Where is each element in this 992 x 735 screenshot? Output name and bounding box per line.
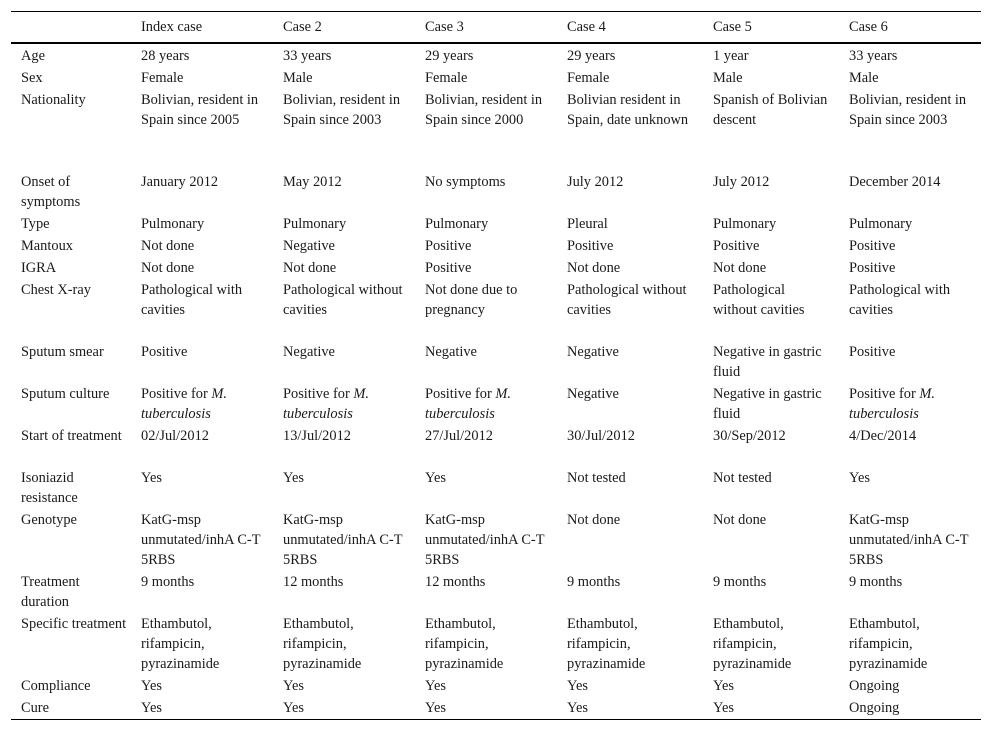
table-row [11, 571, 981, 613]
table-cell: Pulmonary [849, 215, 913, 232]
row-label: Chest X-ray [21, 281, 91, 298]
table-cell: Ethambutol, rifampicin, pyrazinamide [849, 615, 928, 672]
table-cell: 9 months [713, 573, 767, 590]
table-cell: Pathological without cavities [713, 281, 805, 318]
header-cell-case-2: Case 2 [283, 18, 322, 35]
table-cell: Pulmonary [283, 215, 347, 232]
table-cell: Ongoing [849, 677, 900, 694]
row-label: Type [21, 215, 50, 232]
table-cell: Female [141, 69, 184, 86]
header-cell-case-3: Case 3 [425, 18, 464, 35]
table-cell: Positive for M. tuberculosis [141, 385, 227, 422]
table-cell: Positive for M. tuberculosis [283, 385, 369, 422]
table-cell: Yes [425, 677, 446, 694]
row-label: Genotype [21, 511, 77, 528]
header-row [11, 12, 981, 43]
table-row [11, 341, 981, 383]
table-cell: Not done [141, 237, 195, 254]
table-cell: Ethambutol, rifampicin, pyrazinamide [713, 615, 792, 672]
row-label: Onset of symptoms [21, 173, 81, 210]
table-cell: Positive [425, 259, 472, 276]
header-cell-case-4: Case 4 [567, 18, 606, 35]
table-cell: Positive for M. tuberculosis [425, 385, 511, 422]
table-row [11, 509, 981, 571]
table-cell: January 2012 [141, 173, 219, 190]
table-cell: Negative [425, 343, 477, 360]
header-cell-case-6: Case 6 [849, 18, 888, 35]
table-row [11, 425, 981, 467]
header-cell-empty [11, 12, 131, 43]
table-row [11, 89, 981, 171]
table-row [11, 467, 981, 509]
table-cell: Ongoing [849, 699, 900, 716]
table-cell: 4/Dec/2014 [849, 427, 917, 444]
table-cell: Pathological with cavities [849, 281, 951, 318]
table-cell: Male [713, 69, 743, 86]
table-row [11, 213, 981, 235]
table-cell: Not done [567, 259, 621, 276]
table-cell: Positive [849, 343, 896, 360]
table-cell: Ethambutol, rifampicin, pyrazinamide [425, 615, 504, 672]
row-label: Start of treatment [21, 427, 122, 444]
table-cell: Positive [567, 237, 614, 254]
table-cell: Pleural [567, 215, 608, 232]
row-label: Nationality [21, 91, 86, 108]
table-cell: December 2014 [849, 173, 941, 190]
row-label: Specific treatment [21, 615, 127, 632]
table-cell: Spanish of Bolivian descent [713, 91, 828, 128]
table-cell: Negative [567, 385, 619, 402]
table-cell: KatG-msp unmutated/inhA C-T 5RBS [425, 511, 545, 568]
table-cell: Yes [283, 469, 304, 486]
table-cell: KatG-msp unmutated/inhA C-T 5RBS [283, 511, 403, 568]
table-row [11, 67, 981, 89]
table-row [11, 257, 981, 279]
table-cell: Female [567, 69, 610, 86]
table-cell: 1 year [713, 47, 749, 64]
table-cell: KatG-msp unmutated/inhA C-T 5RBS [849, 511, 969, 568]
table-row [11, 383, 981, 425]
table-cell: No symptoms [425, 173, 506, 190]
row-label: Cure [21, 699, 49, 716]
table-cell: Bolivian, resident in Spain since 2003 [283, 91, 401, 128]
table-cell: Bolivian resident in Spain, date unknown [567, 91, 689, 128]
table-cell: 29 years [425, 47, 474, 64]
table-cell: Not done [567, 511, 621, 528]
table-cell: Pulmonary [141, 215, 205, 232]
row-label: Sputum smear [21, 343, 104, 360]
table-cell: Yes [567, 699, 588, 716]
table-cell: July 2012 [713, 173, 770, 190]
table-cell: Bolivian, resident in Spain since 2003 [849, 91, 967, 128]
table-cell: Pulmonary [713, 215, 777, 232]
table-cell: 30/Sep/2012 [713, 427, 786, 444]
row-label: Compliance [21, 677, 91, 694]
table-cell: Female [425, 69, 468, 86]
table-cell: 13/Jul/2012 [283, 427, 351, 444]
table-cell: Negative in gastric fluid [713, 343, 822, 380]
table-cell: Not tested [567, 469, 626, 486]
table-cell: 28 years [141, 47, 190, 64]
table-cell: Pathological without cavities [283, 281, 403, 318]
row-label: Age [21, 47, 45, 64]
table-cell: Yes [849, 469, 870, 486]
header-cell-index-case: Index case [141, 18, 203, 35]
table-cell: Negative [283, 343, 335, 360]
table-cell: 30/Jul/2012 [567, 427, 635, 444]
table-cell: Positive for M. tuberculosis [849, 385, 935, 422]
table-cell: Bolivian, resident in Spain since 2005 [141, 91, 259, 128]
table-cell: Ethambutol, rifampicin, pyrazinamide [141, 615, 220, 672]
row-label: Treatment duration [21, 573, 80, 610]
table-cell: July 2012 [567, 173, 624, 190]
table-cell: Yes [425, 469, 446, 486]
table-cell: Yes [567, 677, 588, 694]
table-cell: Not done [713, 259, 767, 276]
table-cell: 29 years [567, 47, 616, 64]
case-comparison-table [11, 11, 981, 720]
table-cell: May 2012 [283, 173, 342, 190]
table-cell: Positive [849, 237, 896, 254]
table-cell: 02/Jul/2012 [141, 427, 209, 444]
table-cell: Yes [141, 699, 162, 716]
table-cell: Male [283, 69, 313, 86]
table-cell: 33 years [849, 47, 898, 64]
table-cell: Positive [849, 259, 896, 276]
table-cell: 9 months [849, 573, 903, 590]
table-header [11, 12, 981, 43]
table-cell: Positive [141, 343, 188, 360]
table-row [11, 613, 981, 675]
table-cell: Yes [713, 699, 734, 716]
table-cell: Pulmonary [425, 215, 489, 232]
table-cell: Ethambutol, rifampicin, pyrazinamide [283, 615, 362, 672]
row-label: Sputum culture [21, 385, 110, 402]
table-cell: Not done due to pregnancy [425, 281, 518, 318]
table-cell: Positive [425, 237, 472, 254]
table-cell: 33 years [283, 47, 332, 64]
row-label: IGRA [21, 259, 57, 276]
row-label: Mantoux [21, 237, 73, 254]
table-cell: Yes [141, 469, 162, 486]
table-cell: Yes [283, 699, 304, 716]
table-cell: Positive [713, 237, 760, 254]
table-row [11, 675, 981, 697]
table-cell: 9 months [567, 573, 621, 590]
table-cell: KatG-msp unmutated/inhA C-T 5RBS [141, 511, 261, 568]
table-cell: Bolivian, resident in Spain since 2000 [425, 91, 543, 128]
row-label: Sex [21, 69, 43, 86]
table-row [11, 43, 981, 67]
table-row [11, 235, 981, 257]
table-cell: Negative [283, 237, 335, 254]
table-cell: Yes [713, 677, 734, 694]
table-cell: 12 months [425, 573, 486, 590]
table-cell: Not done [283, 259, 337, 276]
table-cell: 9 months [141, 573, 195, 590]
table-cell: Yes [283, 677, 304, 694]
table-cell: 27/Jul/2012 [425, 427, 493, 444]
table-cell: Ethambutol, rifampicin, pyrazinamide [567, 615, 646, 672]
table-cell: Not done [141, 259, 195, 276]
table-cell: Not done [713, 511, 767, 528]
table-cell: 12 months [283, 573, 344, 590]
row-label: Isoniazid resistance [21, 469, 78, 506]
table-row [11, 279, 981, 341]
table-cell: Pathological with cavities [141, 281, 243, 318]
table-row [11, 171, 981, 213]
table-cell: Negative [567, 343, 619, 360]
table-row [11, 697, 981, 720]
table-cell: Negative in gastric fluid [713, 385, 822, 422]
table-cell: Pathological without cavities [567, 281, 687, 318]
table-cell: Yes [141, 677, 162, 694]
table-cell: Yes [425, 699, 446, 716]
table-cell: Male [849, 69, 879, 86]
header-cell-case-5: Case 5 [713, 18, 752, 35]
table-cell: Not tested [713, 469, 772, 486]
table-body [11, 43, 981, 720]
case-table-container [11, 11, 981, 720]
